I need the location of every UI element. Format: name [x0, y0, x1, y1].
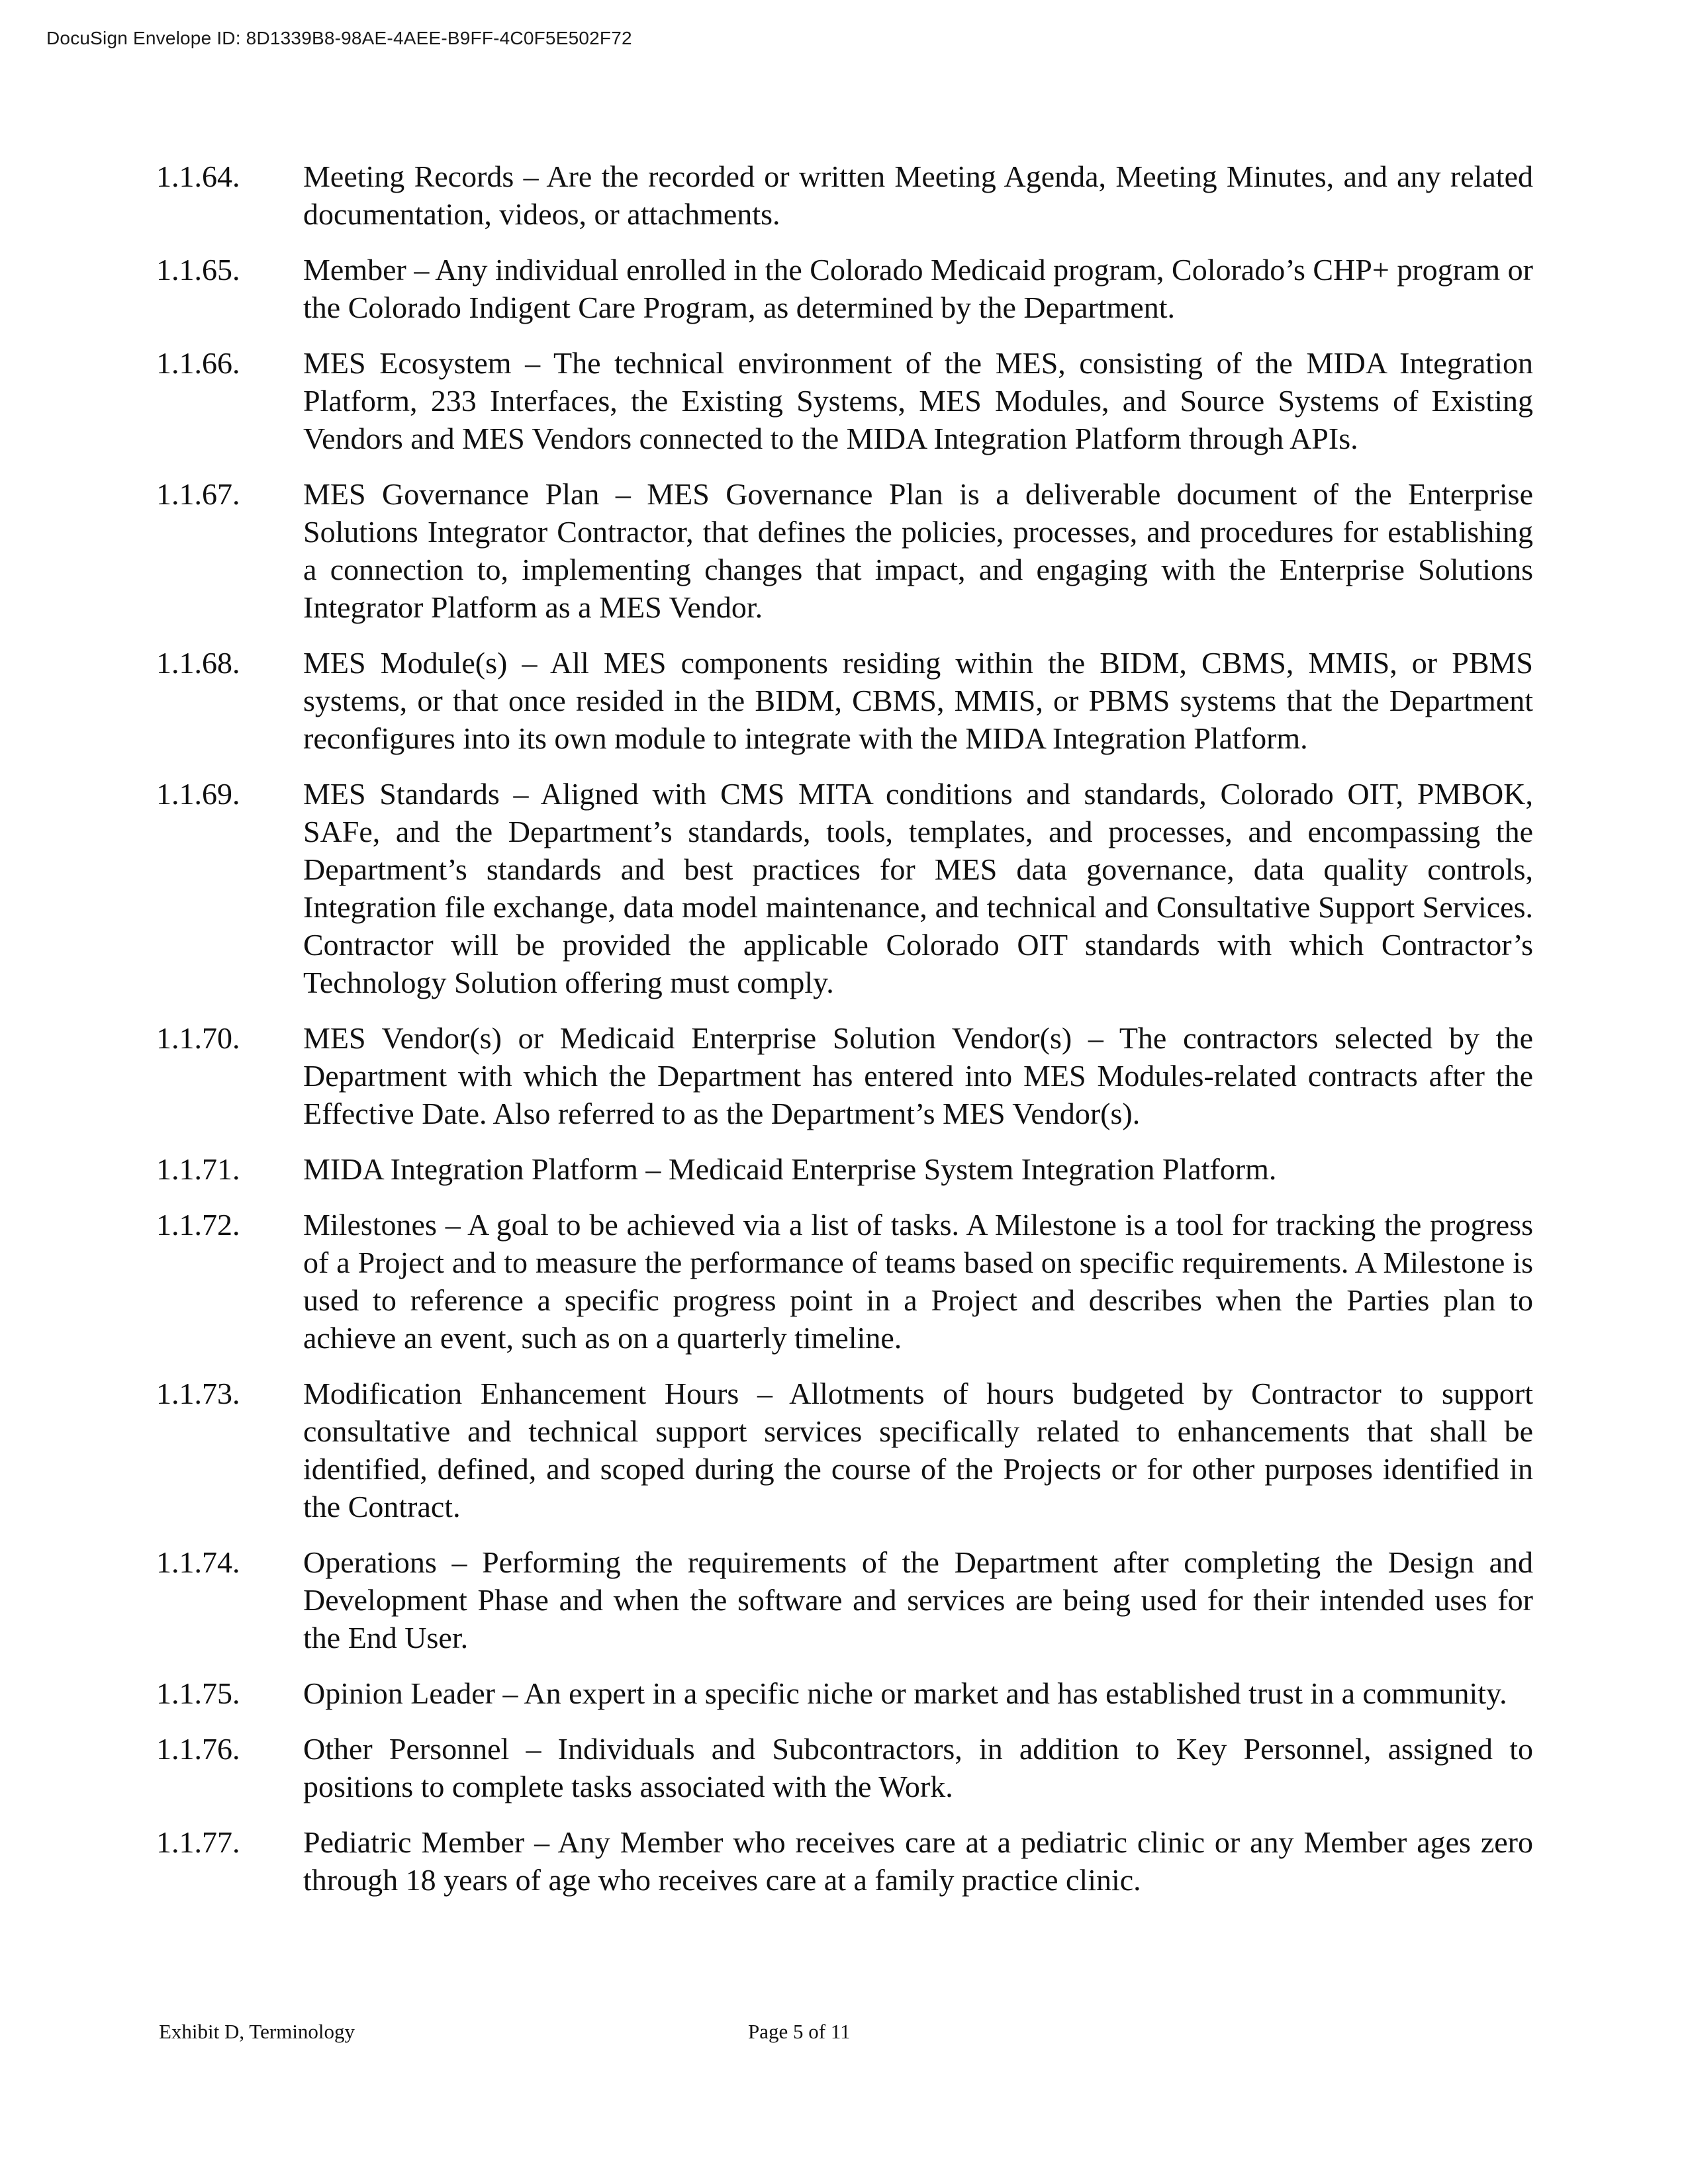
footer-page-number: Page 5 of 11 [748, 2020, 851, 2043]
term-number: 1.1.75. [156, 1676, 240, 1710]
term-definition: Member – Any individual enrolled in the Colorado Medicaid program, Colorado’s CHP+ program or the Colorado Indigent Care Program, as determined by the Department. [303, 253, 1533, 324]
term-definition: Pediatric Member – Any Member who receives care at a pediatric clinic or any Member ages zero through 18 years of age who receives care at a family practice clinic. [303, 1825, 1533, 1897]
term-number: 1.1.64. [156, 159, 240, 193]
term-number: 1.1.76. [156, 1732, 240, 1766]
term-number: 1.1.71. [156, 1152, 240, 1186]
term-item [156, 1823, 1533, 1899]
term-definition: Meeting Records – Are the recorded or written Meeting Agenda, Meeting Minutes, and any related documentation, videos, or attachments. [303, 159, 1533, 231]
term-item [156, 1674, 1533, 1712]
term-item [156, 644, 1533, 757]
term-number: 1.1.68. [156, 646, 240, 680]
envelope-id-header: DocuSign Envelope ID: 8D1339B8-98AE-4AEE-B9FF-4C0F5E502F72 [46, 28, 632, 48]
term-definition: Modification Enhancement Hours – Allotments of hours budgeted by Contractor to support consultative and technical support services specifically related to enhancements that shall be identified, defined, and scoped during the course of the Projects or for other purposes identified in the Contract. [303, 1377, 1533, 1524]
term-item [156, 1206, 1533, 1357]
term-item [156, 1019, 1533, 1132]
terminology-list [156, 158, 1533, 1917]
term-definition: Milestones – A goal to be achieved via a list of tasks. A Milestone is a tool for tracking the progress of a Project and to measure the performance of teams based on specific requirements. A Milestone is used to reference a specific progress point in a Project and describes when the Parties plan to achieve an event, such as on a quarterly timeline. [303, 1208, 1533, 1355]
term-definition: MES Standards – Aligned with CMS MITA conditions and standards, Colorado OIT, PMBOK, SAFe, and the Department’s standards, tools, templates, and processes, and encompassing the Department’s standards and best practices for MES data governance, data quality controls, Integration file exchange, data model maintenance, and technical and Consultative Support Services. Contractor will be provided the applicable Colorado OIT standards with which Contractor’s Technology Solution offering must comply. [303, 777, 1533, 999]
term-number: 1.1.73. [156, 1377, 240, 1410]
term-definition: MES Vendor(s) or Medicaid Enterprise Solution Vendor(s) – The contractors selected by the Department with which the Department has entered into MES Modules-related contracts after the Effective Date. Also referred to as the Department’s MES Vendor(s). [303, 1021, 1533, 1130]
term-number: 1.1.77. [156, 1825, 240, 1859]
term-number: 1.1.66. [156, 346, 240, 380]
term-number: 1.1.72. [156, 1208, 240, 1242]
term-definition: MES Governance Plan – MES Governance Plan is a deliverable document of the Enterprise Solutions Integrator Contractor, that defines the policies, processes, and procedures for establishing a connection to, implementing changes that impact, and engaging with the Enterprise Solutions Integrator Platform as a MES Vendor. [303, 477, 1533, 624]
term-definition: MES Ecosystem – The technical environment of the MES, consisting of the MIDA Integration Platform, 233 Interfaces, the Existing Systems, MES Modules, and Source Systems of Existing Vendors and MES Vendors connected to the MIDA Integration Platform through APIs. [303, 346, 1533, 455]
term-number: 1.1.65. [156, 253, 240, 287]
term-item [156, 475, 1533, 626]
term-number: 1.1.67. [156, 477, 240, 511]
term-number: 1.1.70. [156, 1021, 240, 1055]
term-definition: Operations – Performing the requirements of the Department after completing the Design and Development Phase and when the software and services are being used for their intended uses for the End User. [303, 1545, 1533, 1655]
term-definition: MIDA Integration Platform – Medicaid Enterprise System Integration Platform. [303, 1152, 1277, 1186]
term-item [156, 775, 1533, 1001]
term-item [156, 1543, 1533, 1657]
term-item [156, 344, 1533, 457]
term-definition: MES Module(s) – All MES components residing within the BIDM, CBMS, MMIS, or PBMS systems, or that once resided in the BIDM, CBMS, MMIS, or PBMS systems that the Department reconfigures into its own module to integrate with the MIDA Integration Platform. [303, 646, 1533, 755]
term-definition: Opinion Leader – An expert in a specific niche or market and has established trust in a community. [303, 1676, 1507, 1710]
term-definition: Other Personnel – Individuals and Subcontractors, in addition to Key Personnel, assigned to positions to complete tasks associated with the Work. [303, 1732, 1533, 1803]
term-item [156, 251, 1533, 326]
term-item [156, 1375, 1533, 1525]
footer-document-title: Exhibit D, Terminology [159, 2020, 355, 2043]
term-number: 1.1.74. [156, 1545, 240, 1579]
term-item [156, 1150, 1533, 1188]
term-item [156, 158, 1533, 233]
term-item [156, 1730, 1533, 1805]
term-number: 1.1.69. [156, 777, 240, 811]
